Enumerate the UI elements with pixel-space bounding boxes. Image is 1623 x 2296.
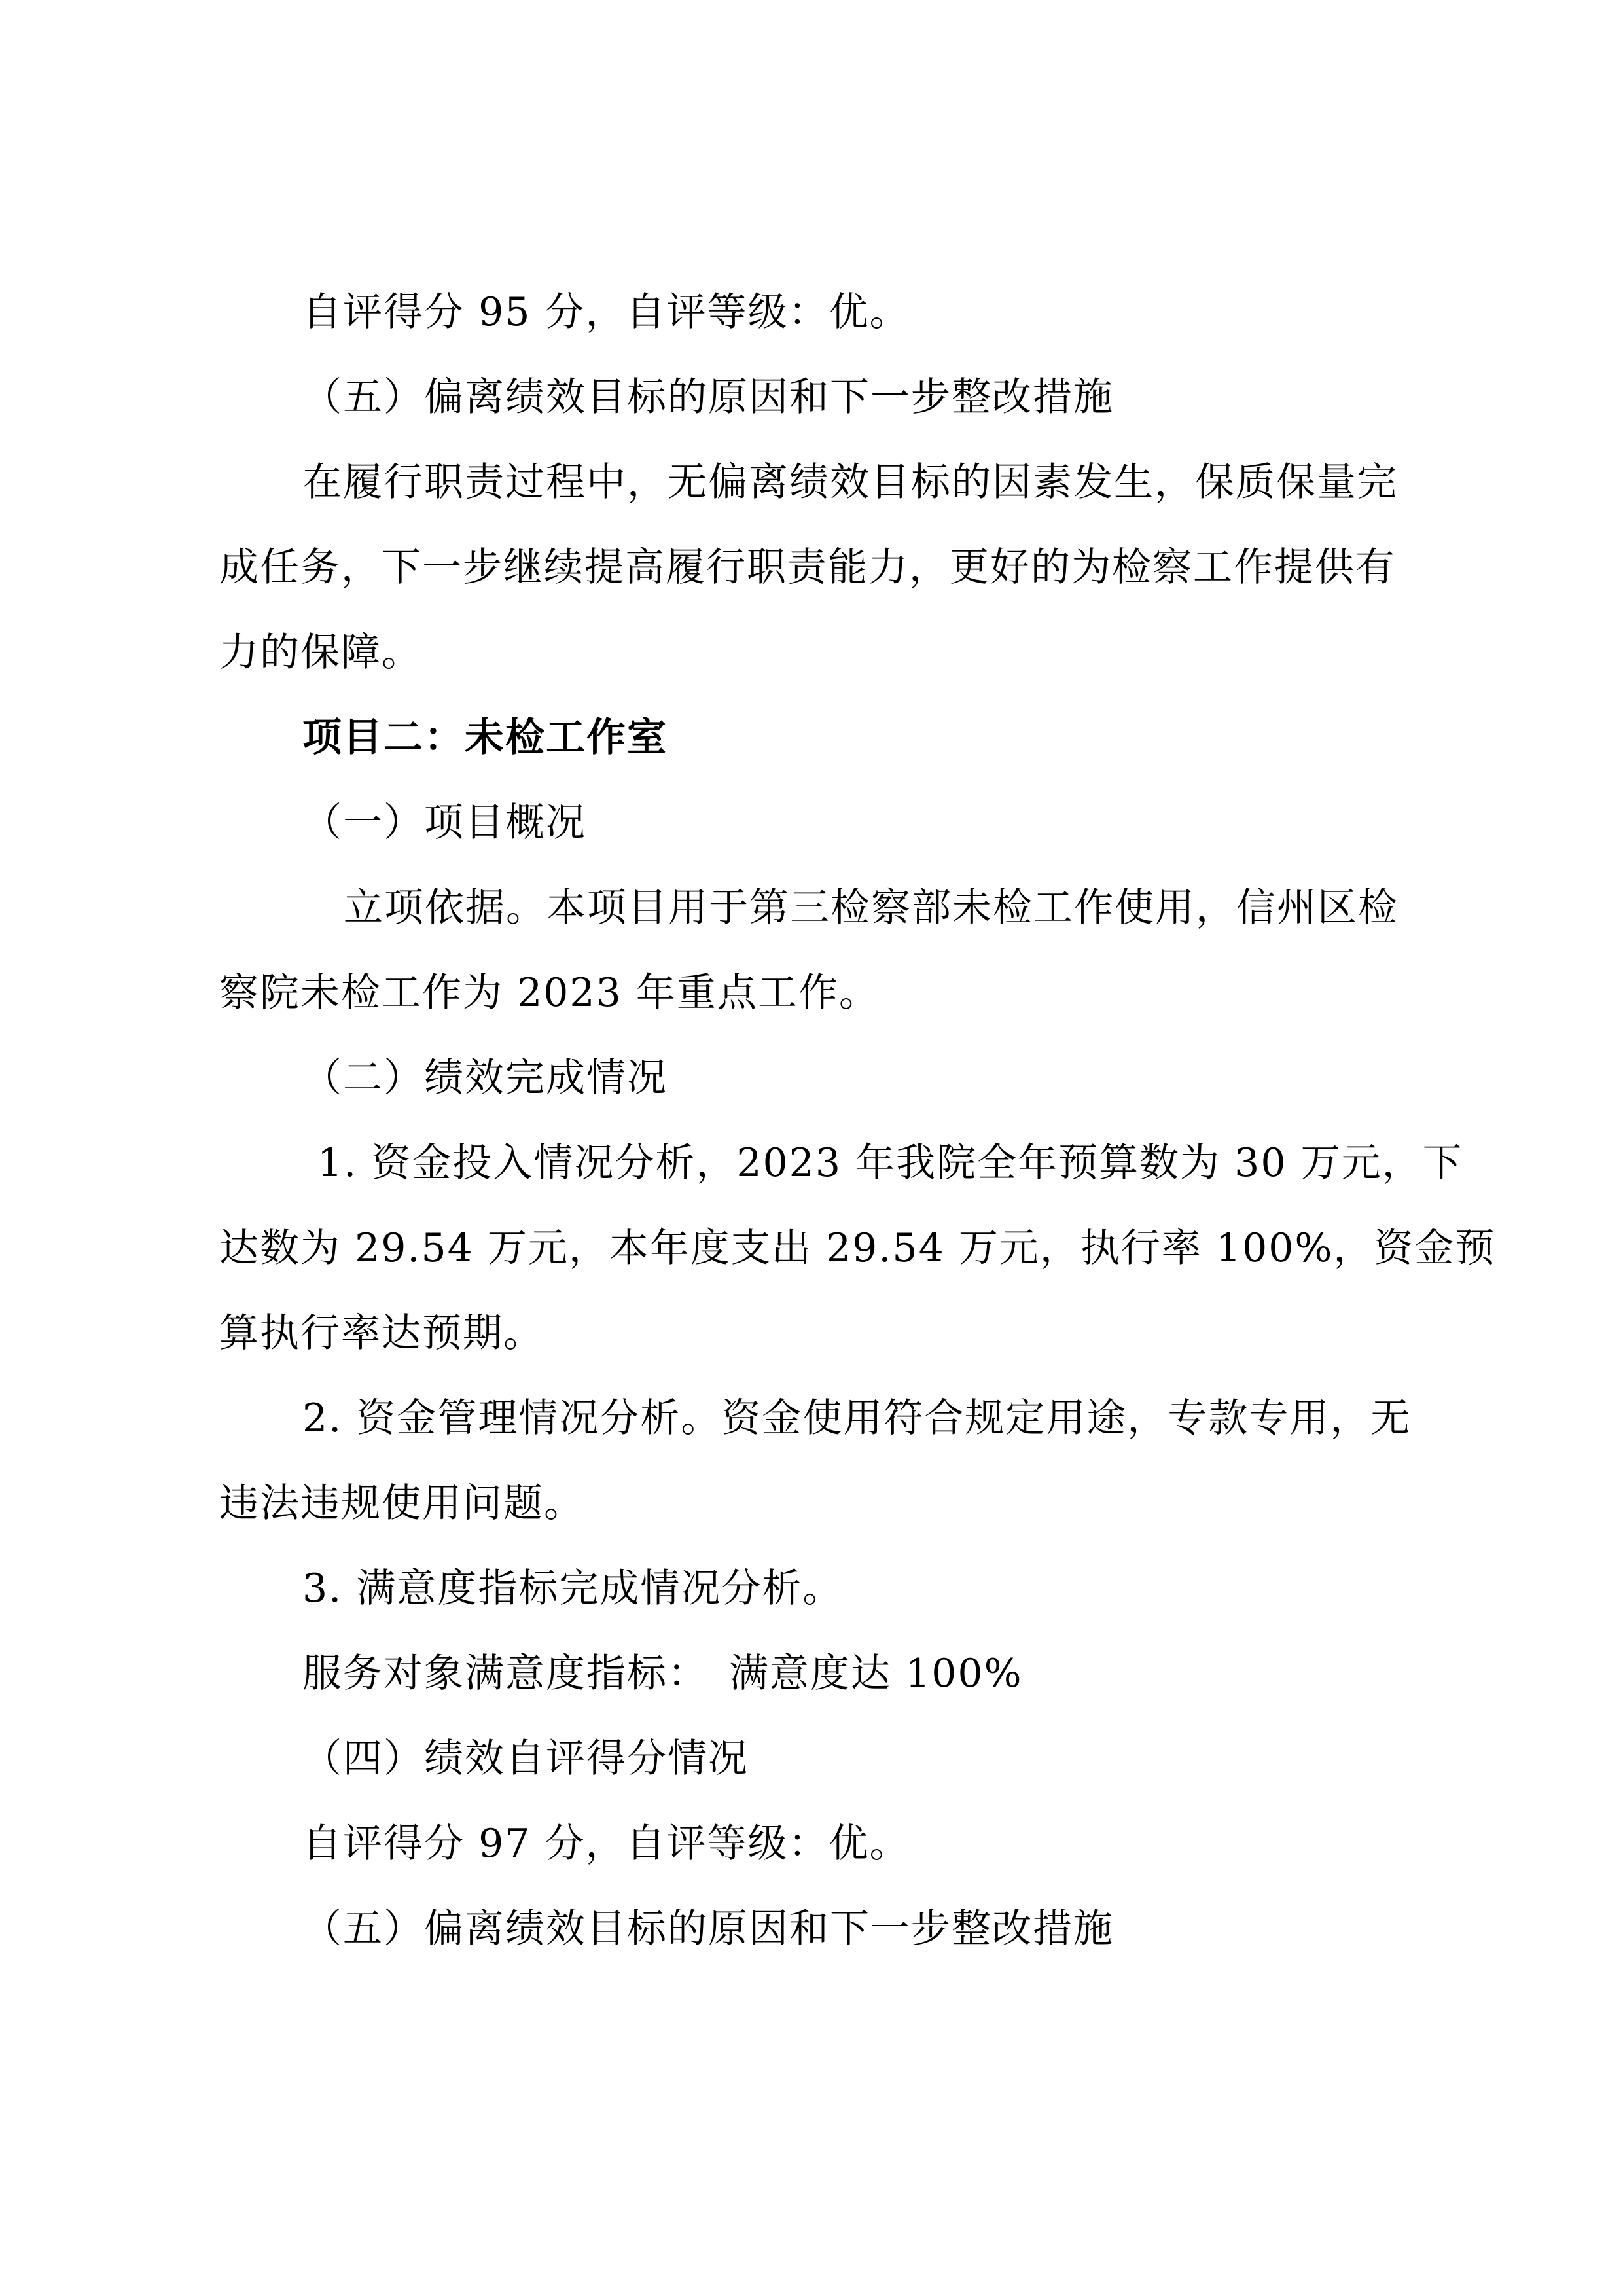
body-text-line: 察院未检工作为 2023 年重点工作。: [219, 970, 880, 1016]
satisfaction-indicator-line: 服务对象满意度指标： 满意度达 100%: [302, 1651, 1023, 1696]
section-heading-deviation-1: （五）偏离绩效目标的原因和下一步整改措施: [302, 374, 1114, 420]
section-heading-completion: （二）绩效完成情况: [302, 1055, 668, 1101]
body-text-line: 立项依据。本项目用于第三检察部未检工作使用，信州区检: [344, 885, 1399, 931]
body-text-line: 力的保障。: [219, 630, 422, 675]
body-text-line: 违法违规使用问题。: [219, 1480, 584, 1526]
self-score-line-project2: 自评得分 97 分，自评等级：优。: [302, 1821, 910, 1867]
body-text-line: 1. 资金投入情况分析，2023 年我院全年预算数为 30 万元，下: [317, 1140, 1463, 1186]
body-text-line: 在履行职责过程中，无偏离绩效目标的因素发生，保质保量完: [302, 459, 1398, 505]
body-text-line: 算执行率达预期。: [219, 1310, 544, 1356]
section-heading-self-evaluation: （四）绩效自评得分情况: [302, 1736, 749, 1782]
satisfaction-analysis-heading: 3. 满意度指标完成情况分析。: [302, 1566, 844, 1611]
body-text-line: 2. 资金管理情况分析。资金使用符合规定用途，专款专用，无: [302, 1395, 1412, 1441]
self-score-line-project1: 自评得分 95 分，自评等级：优。: [302, 289, 910, 335]
project-title: 项目二：未检工作室: [302, 715, 668, 761]
section-heading-overview: （一）项目概况: [302, 800, 586, 846]
section-heading-deviation-2: （五）偏离绩效目标的原因和下一步整改措施: [302, 1906, 1114, 1952]
body-text-line: 成任务，下一步继续提高履行职责能力，更好的为检察工作提供有: [219, 545, 1396, 590]
body-text-line: 达数为 29.54 万元，本年度支出 29.54 万元，执行率 100%，资金预: [219, 1225, 1496, 1271]
